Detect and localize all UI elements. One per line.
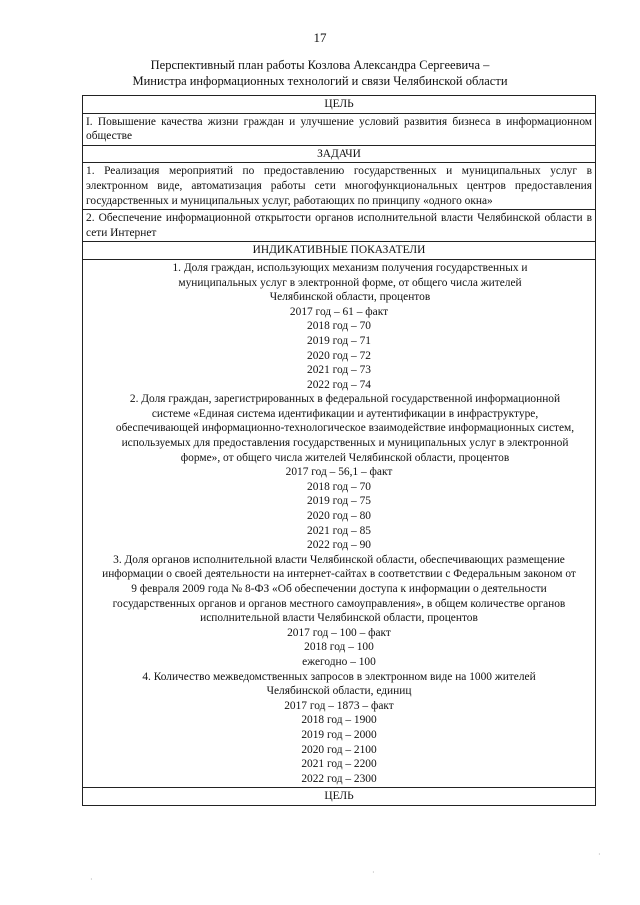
indicator-value: 2017 год – 1873 – факт — [284, 699, 394, 712]
scan-speck: · — [598, 850, 601, 859]
indicator-value: 2018 год – 70 — [307, 480, 371, 493]
indicator-value: 2019 год – 71 — [307, 334, 371, 347]
indicator-value: 2020 год – 80 — [307, 510, 371, 523]
indicator-value: ежегодно – 100 — [302, 655, 376, 668]
indicator-value: 2017 год – 56,1 – факт — [285, 466, 393, 479]
goal-header-bottom: ЦЕЛЬ — [83, 788, 596, 806]
document-title-line-2: Министра информационных технологий и связи Челябинской области — [132, 74, 508, 88]
page-number: 17 — [313, 30, 327, 45]
task-item: 2. Обеспечение информационной открытости органов исполнительной власти Челябинской области в сети Интернет — [83, 210, 596, 242]
indicators-header: ИНДИКАТИВНЫЕ ПОКАЗАТЕЛИ — [83, 242, 596, 260]
indicator-value: 2017 год – 61 – факт — [289, 305, 389, 318]
indicator-3 — [86, 553, 592, 670]
indicator-value: 2022 год – 2300 — [301, 772, 377, 785]
document-title — [40, 57, 600, 89]
indicator-1 — [86, 261, 592, 392]
indicator-value: 2017 год – 100 – факт — [287, 626, 391, 639]
indicator-value: 2021 год – 73 — [307, 364, 371, 377]
indicator-value: 2019 год – 75 — [307, 495, 371, 508]
goal-text: I. Повышение качества жизни граждан и улучшение условий развития бизнеса в информационном обществе — [83, 113, 596, 145]
tasks-header: ЗАДАЧИ — [83, 145, 596, 163]
indicator-value: 2021 год – 85 — [307, 524, 371, 537]
indicator-title: 4. Количество межведомственных запросов в электронном виде на 1000 жителей Челябинской области, единиц — [142, 670, 536, 698]
scan-speck: · — [372, 868, 375, 877]
indicator-2 — [86, 392, 592, 553]
indicator-title: 3. Доля органов исполнительной власти Челябинской области, обеспечивающих размещение информации о своей деятельности на интернет-сайтах в соответствии с Федеральным законом от 9 февраля 2009 года № 8-ФЗ «Об обеспечении доступа к информации о деятельности государственных органов и органов местного самоуправления», в общем количестве органов исполнительной власти Челябинской области, процентов — [102, 553, 576, 625]
indicator-value: 2020 год – 2100 — [301, 743, 377, 756]
indicator-value: 2018 год – 100 — [304, 641, 374, 654]
indicator-value: 2020 год – 72 — [307, 349, 371, 362]
indicator-value: 2021 год – 2200 — [301, 758, 377, 771]
indicator-value: 2022 год – 90 — [307, 539, 371, 552]
indicator-title: 2. Доля граждан, зарегистрированных в федеральной государственной информационной системе «Единая система идентификации и аутентификации в инфраструктуре, обеспечивающей информационно-технологическое взаимодействие информационных систем, используемых для предоставления государственных и муниципальных услуг в электронной форме», от общего числа жителей Челябинской области, процентов — [115, 393, 575, 464]
indicator-value: 2018 год – 70 — [307, 320, 371, 333]
indicator-value: 2018 год – 1900 — [301, 714, 377, 727]
indicator-value: 2019 год – 2000 — [301, 728, 377, 741]
work-plan-table — [82, 95, 596, 806]
goal-header: ЦЕЛЬ — [83, 96, 596, 114]
indicator-value: 2022 год – 74 — [307, 378, 371, 391]
indicator-title: 1. Доля граждан, использующих механизм получения государственных и муниципальных услуг в электронной форме, от общего числа жителей Челябинской области, процентов — [172, 261, 528, 304]
indicators-list — [83, 259, 596, 787]
scan-speck: · — [90, 875, 93, 884]
document-title-line-1: Перспективный план работы Козлова Александра Сергеевича – — [150, 58, 490, 72]
indicator-4 — [86, 670, 592, 787]
task-item: 1. Реализация мероприятий по предоставлению государственных и муниципальных услуг в электронном виде, автоматизация работы сети многофункциональных центров предоставления государственных и муниципальных услуг, работающих по принципу «одного окна» — [83, 163, 596, 210]
